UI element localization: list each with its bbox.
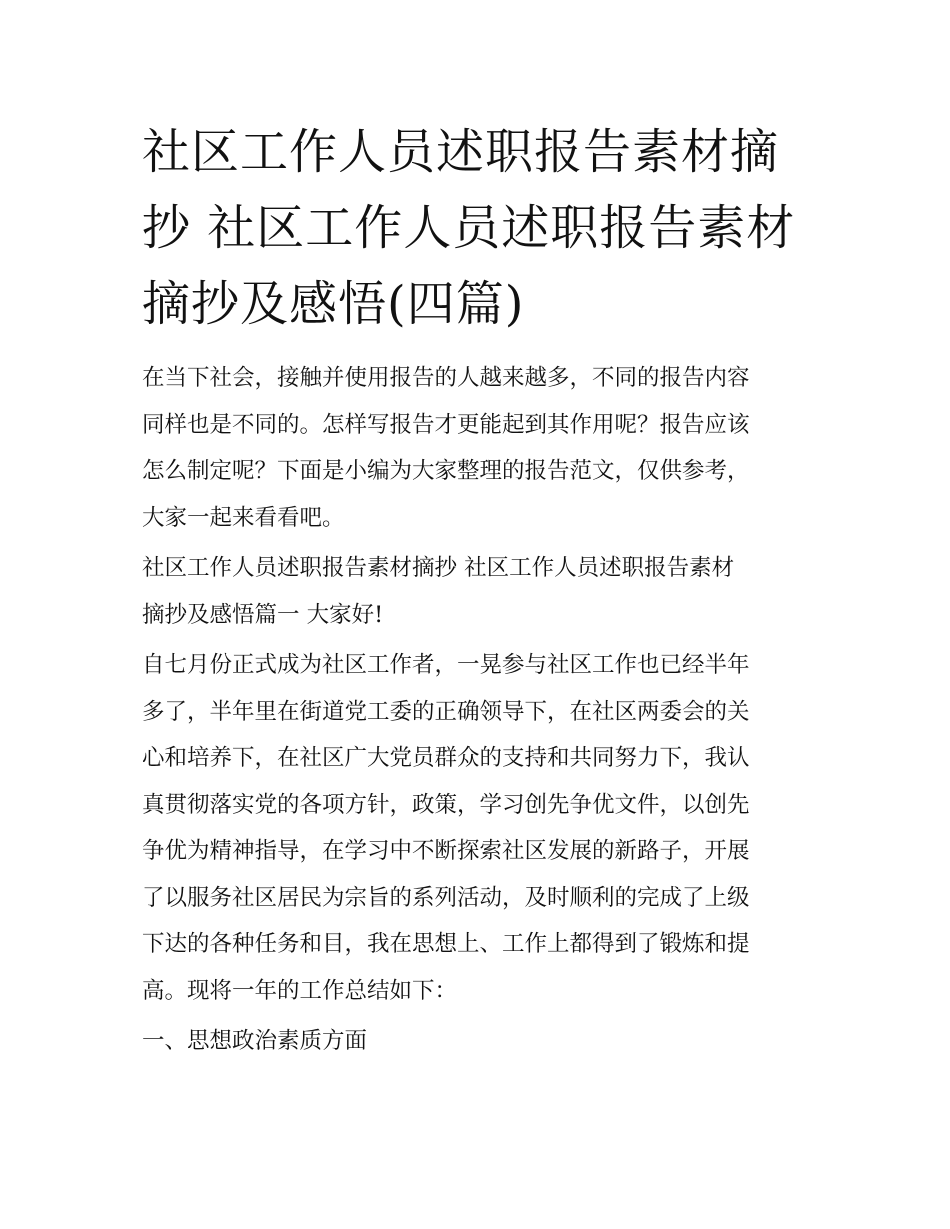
- text-line: 社区工作人员述职报告素材摘抄 社区工作人员述职报告素材: [142, 555, 735, 581]
- text-line: 同样也是不同的。怎样写报告才更能起到其作用呢？报告应该: [142, 411, 750, 438]
- title-line: 抄 社区工作人员述职报告素材: [142, 200, 796, 256]
- text-line: 下达的各种任务和目，我在思想上、工作上都得到了锻炼和提: [142, 931, 750, 957]
- intro-paragraph: [142, 355, 814, 541]
- title-line: 社区工作人员述职报告素材摘: [142, 124, 780, 180]
- text-line: 争优为精神指导，在学习中不断探索社区发展的新路子，开展: [142, 838, 750, 864]
- section-heading: 一、思想政治素质方面: [142, 1028, 368, 1054]
- article-subtitle: [142, 545, 814, 638]
- text-line: 自七月份正式成为社区工作者，一晃参与社区工作也已经半年: [142, 652, 750, 678]
- title-line: 摘抄及感悟(四篇): [142, 276, 525, 332]
- text-line: 了以服务社区居民为宗旨的系列活动，及时顺利的完成了上级: [142, 884, 750, 911]
- document-title: [142, 114, 814, 342]
- text-line: 在当下社会，接触并使用报告的人越来越多，不同的报告内容: [142, 365, 750, 391]
- text-line: 多了，半年里在街道党工委的正确领导下，在社区两委会的关: [142, 698, 750, 725]
- text-line: 怎么制定呢？下面是小编为大家整理的报告范文，仅供参考，: [142, 458, 750, 484]
- text-line: 真贯彻落实党的各项方针，政策，学习创先争优文件，以创先: [142, 791, 750, 818]
- document-content: [142, 114, 814, 1065]
- text-line: 大家一起来看看吧。: [142, 504, 345, 531]
- text-line: 心和培养下，在社区广大党员群众的支持和共同努力下，我认: [142, 745, 750, 771]
- text-line: 摘抄及感悟篇一 大家好!: [142, 601, 384, 628]
- text-line: 高。现将一年的工作总结如下：: [142, 977, 458, 1004]
- body-paragraph: [142, 642, 814, 1014]
